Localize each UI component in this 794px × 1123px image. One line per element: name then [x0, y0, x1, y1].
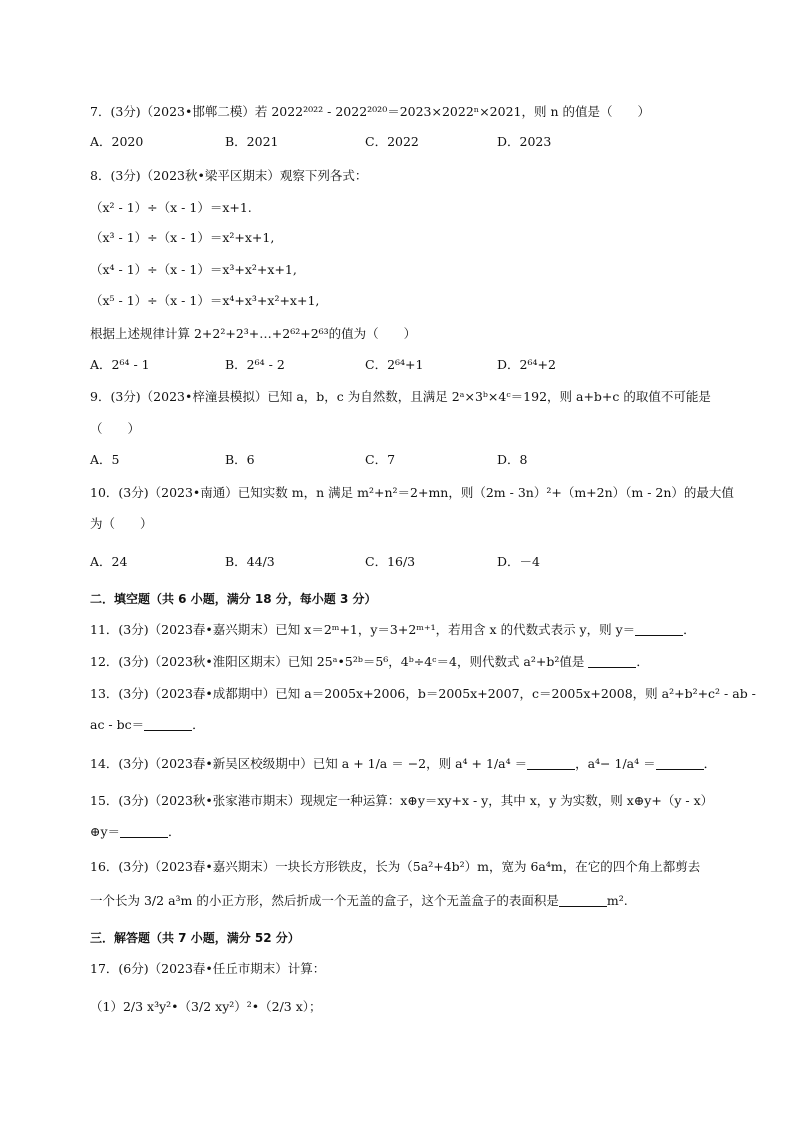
q17-part1: （1）2/3 x³y²•（3/2 xy²）²•（2/3 x）；: [90, 999, 322, 1014]
section-fill-in-heading: 二．填空题（共 6 小题，满分 18 分，每小题 3 分）: [90, 592, 377, 606]
q12-answer-blank[interactable]: [588, 655, 636, 668]
q15b-text: ⊕y＝: [90, 824, 121, 839]
q13b: ac - bc＝ ．: [90, 717, 205, 732]
q16-unit: m².: [606, 893, 628, 908]
q13a-text: 13．(3分)（2023春•成都期中）已知 a＝2005x+2006，b＝2005x+2007，c＝2005x+2008，则 a²+b²+c² - ab -: [90, 686, 756, 701]
q8-line-1: （x² - 1）÷（x - 1）＝x+1.: [90, 200, 252, 215]
q11-text: 11．(3分)（2023春•嘉兴期末）已知 x＝2ᵐ+1，y＝3+2ᵐ⁺¹，若用含 x 的代数式表示 y，则 y＝: [90, 622, 636, 637]
q8-option-d: D．2⁶⁴+2: [497, 357, 556, 372]
q17-stem: 17．(6分)（2023春•任丘市期末）计算：: [90, 961, 326, 976]
q8-option-b: B．2⁶⁴ - 2: [225, 357, 285, 372]
q8-line-4: （x⁵ - 1）÷（x - 1）＝x⁴+x³+x²+x+1,: [90, 293, 320, 308]
q8-line-3: （x⁴ - 1）÷（x - 1）＝x³+x²+x+1,: [90, 262, 297, 277]
q7-option-c: C．2022: [365, 134, 419, 149]
q9-stem: 9．(3分)（2023•梓潼县模拟）已知 a，b，c 为自然数，且满足 2ᵃ×3ᵇ×4ᶜ＝192，则 a+b+c 的取值不可能是: [90, 389, 711, 404]
q9-option-d: D．8: [497, 452, 528, 467]
q16b-text: 一个长为 3/2 a³m 的小正方形，然后折成一个无盖的盒子，这个无盖盒子的表面积是: [90, 893, 559, 908]
q11: 11．(3分)（2023春•嘉兴期末）已知 x＝2ᵐ+1，y＝3+2ᵐ⁺¹，若用含 x 的代数式表示 y，则 y＝ ．: [90, 622, 696, 637]
q10-option-c: C．16/3: [365, 554, 416, 569]
q15b: ⊕y＝ ．: [90, 824, 181, 839]
q14-text: 14．(3分)（2023春•新吴区校级期中）已知 a + 1/a ＝ −2，则 a⁴ + 1/a⁴ ＝: [90, 756, 528, 771]
q8-line-2: （x³ - 1）÷（x - 1）＝x²+x+1,: [90, 230, 275, 245]
q8-stem: 8．(3分)（2023秋•梁平区期末）观察下列各式：: [90, 168, 368, 183]
q14-answer-blank-2[interactable]: [656, 757, 704, 770]
q11-answer-blank[interactable]: [635, 623, 683, 636]
section-solution-heading: 三．解答题（共 7 小题，满分 52 分）: [90, 931, 300, 945]
q14b-text: ，a⁴− 1/a⁴ ＝: [575, 756, 656, 771]
q9-option-c: C．7: [365, 452, 396, 467]
q10-cont: 为（ ）: [90, 516, 153, 531]
q8-ask: 根据上述规律计算 2+2²+2³+…+2⁶²+2⁶³的值为（ ）: [90, 326, 417, 341]
q16a-text: 16．(3分)（2023春•嘉兴期末）一块长方形铁皮，长为（5a²+4b²）m，宽为 6a⁴m，在它的四个角上都剪去: [90, 859, 701, 874]
q7-stem: 7．(3分)（2023•邯郸二模）若 2022²⁰²² - 2022²⁰²⁰＝2023×2022ⁿ×2021，则 n 的值是（ ）: [90, 104, 650, 119]
q14-answer-blank-1[interactable]: [527, 757, 575, 770]
q9-cont: （ ）: [90, 421, 141, 436]
q13-answer-blank[interactable]: [144, 718, 192, 731]
q12-text: 12．(3分)（2023秋•淮阳区期末）已知 25ᵃ•5²ᵇ＝5⁶，4ᵇ÷4ᶜ＝4，则代数式 a²+b²值是: [90, 654, 585, 669]
q8-option-c: C．2⁶⁴+1: [365, 357, 424, 372]
q10-option-b: B．44/3: [225, 554, 275, 569]
q10-option-a: A．24: [90, 554, 128, 569]
q10-stem: 10．(3分)（2023•南通）已知实数 m，n 满足 m²+n²＝2+mn，则（2m - 3n）²+（m+2n）（m - 2n）的最大值: [90, 485, 734, 500]
q14: 14．(3分)（2023春•新吴区校级期中）已知 a + 1/a ＝ −2，则 a⁴ + 1/a⁴ ＝ ，a⁴− 1/a⁴ ＝ ．: [90, 756, 717, 771]
q10-option-d: D．－4: [497, 554, 540, 569]
q9-option-a: A．5: [90, 452, 120, 467]
q7-option-d: D．2023: [497, 134, 552, 149]
q15a-text: 15．(3分)（2023秋•张家港市期末）现规定一种运算：x⊕y＝xy+x - y，其中 x，y 为实数，则 x⊕y+（y - x）: [90, 793, 714, 808]
q7-option-a: A．2020: [90, 134, 144, 149]
q13b-text: ac - bc＝: [90, 717, 145, 732]
q12: 12．(3分)（2023秋•淮阳区期末）已知 25ᵃ•5²ᵇ＝5⁶，4ᵇ÷4ᶜ＝4，则代数式 a²+b²值是 ．: [90, 654, 649, 669]
q16b: [90, 892, 628, 910]
q15-answer-blank[interactable]: [120, 825, 168, 838]
q9-option-b: B．6: [225, 452, 255, 467]
q16-answer-blank[interactable]: [559, 894, 607, 907]
q8-option-a: A．2⁶⁴ - 1: [90, 357, 150, 372]
q7-option-b: B．2021: [225, 134, 279, 149]
